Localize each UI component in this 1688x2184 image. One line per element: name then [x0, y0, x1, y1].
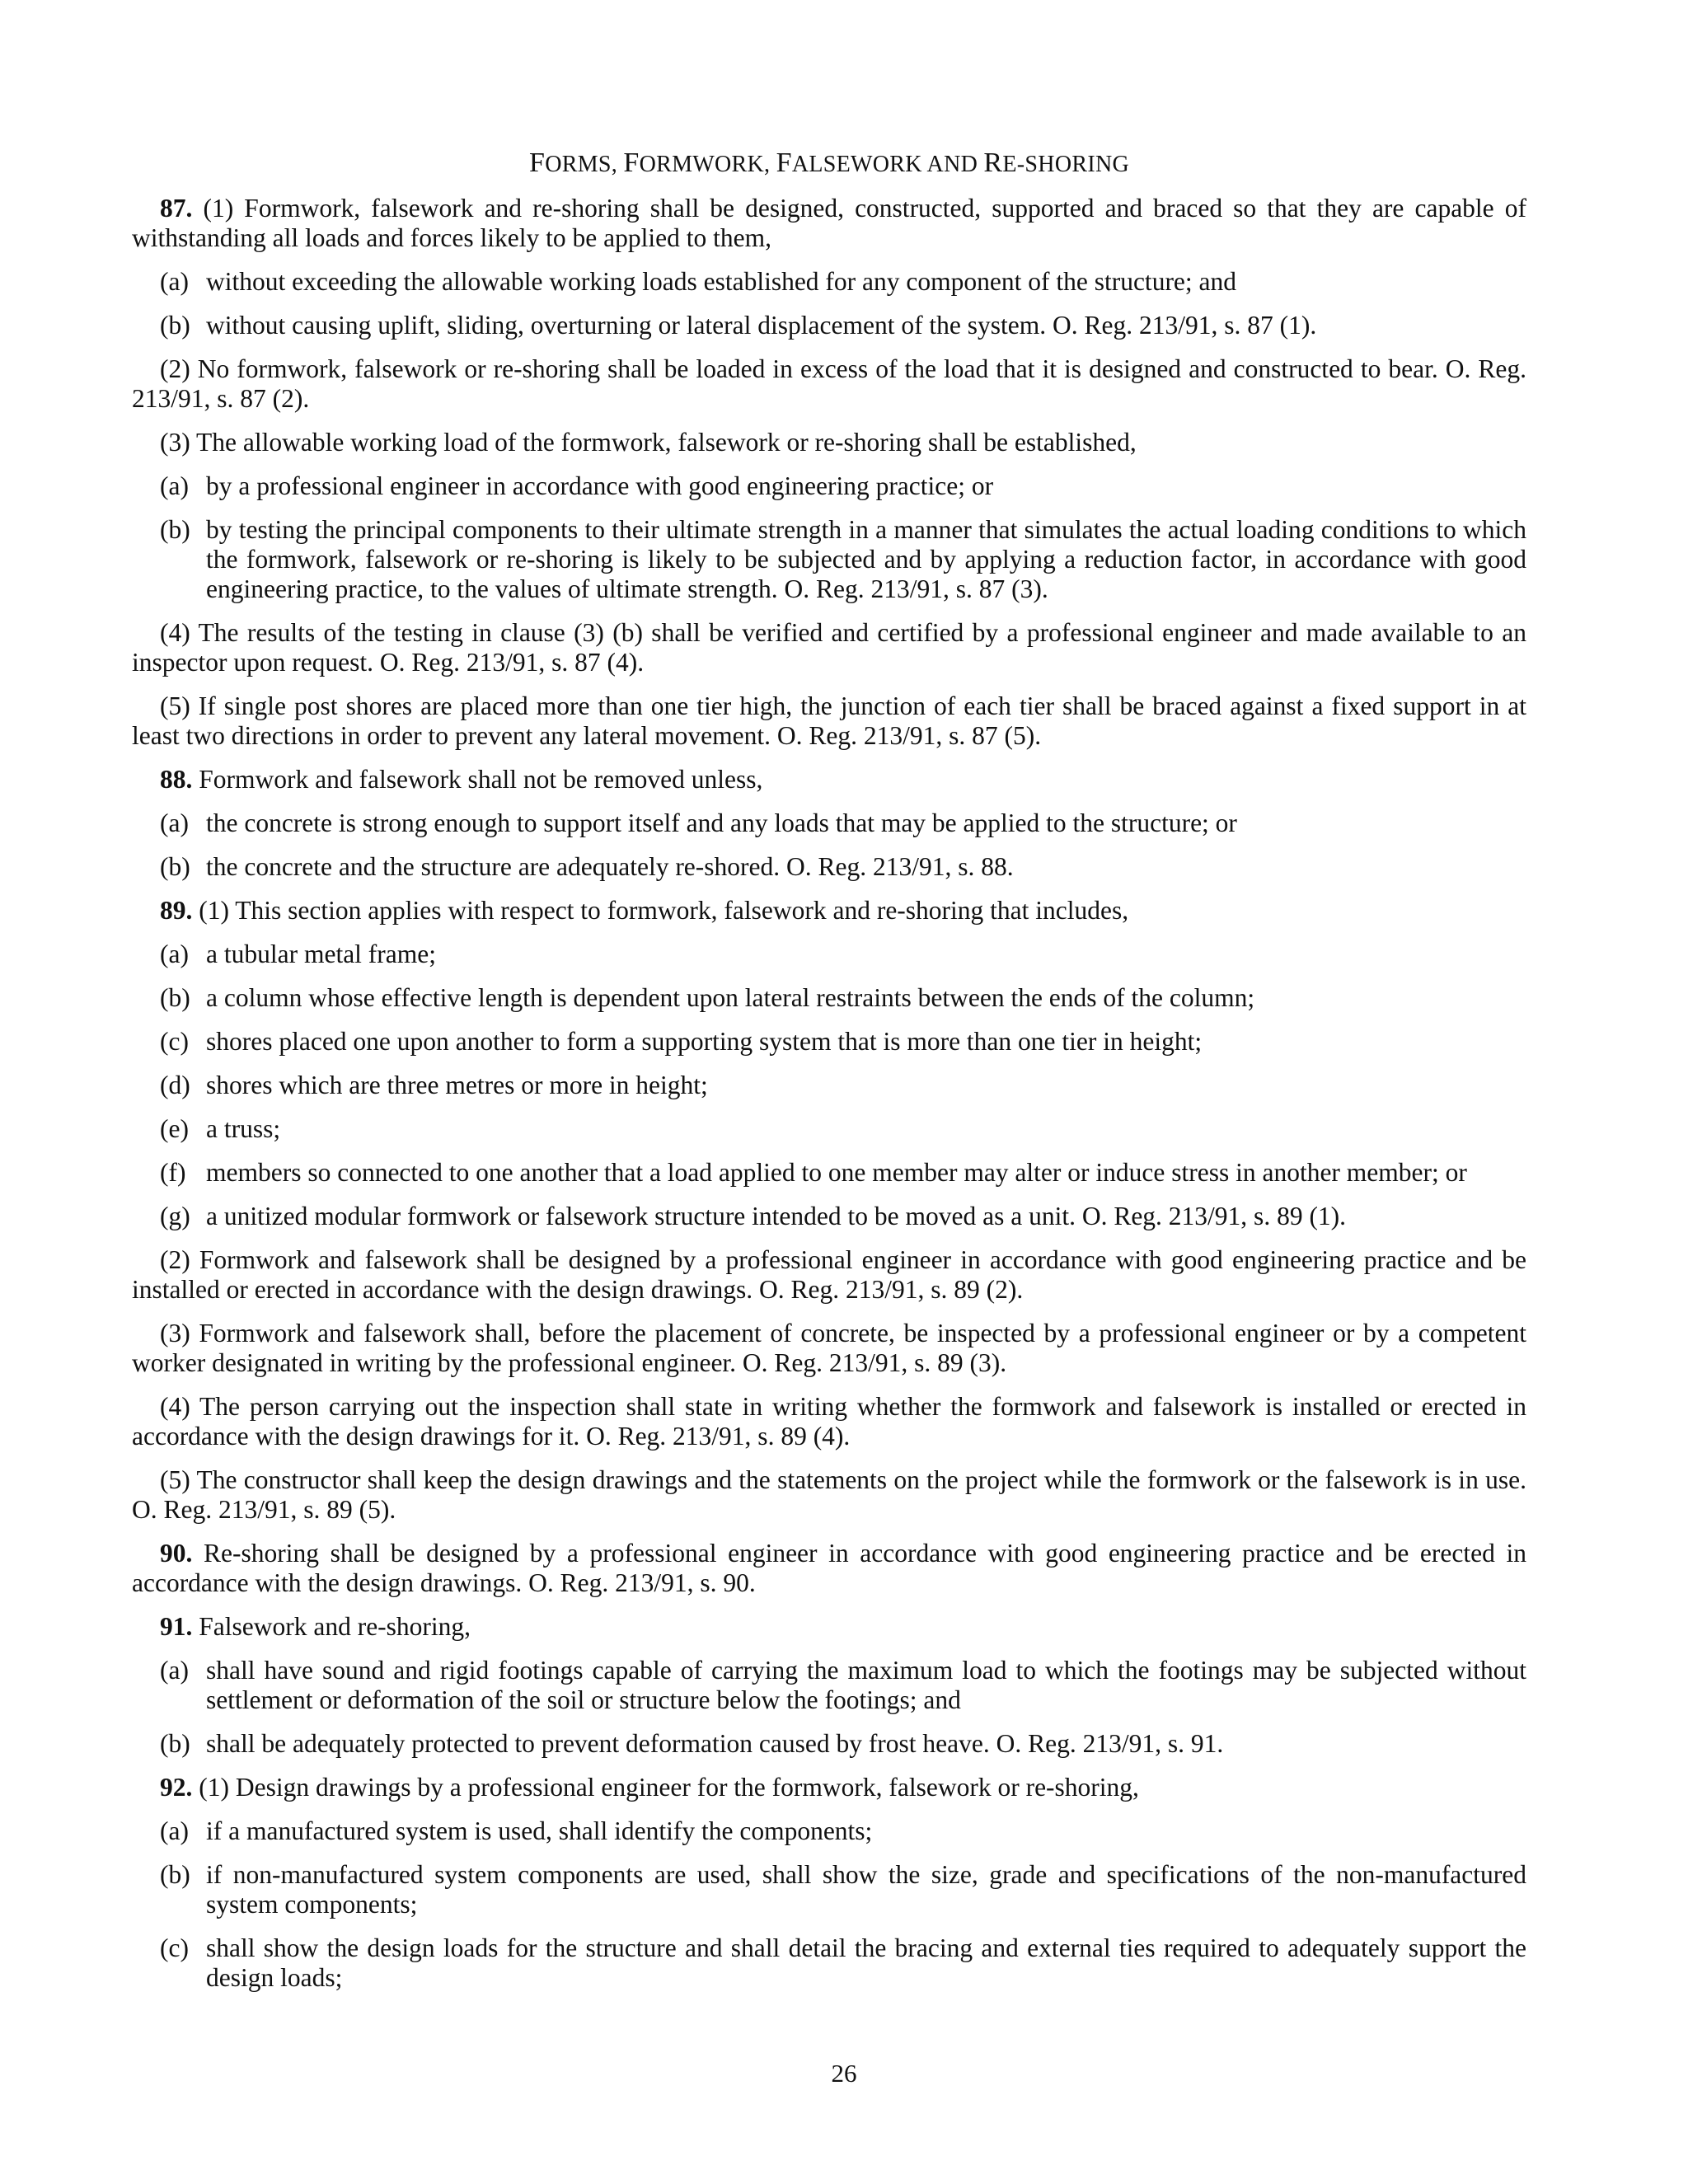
document-page: [132, 148, 1526, 1993]
section-88-clause-b: (b) the concrete and the structure are adequately re-shored. O. Reg. 213/91, s. 88.: [160, 852, 1014, 881]
section-87-1-clause-a: (a) without exceeding the allowable working loads established for any component of the structure; and: [160, 267, 1237, 296]
section-89-clause-b: (b) a column whose effective length is dependent upon lateral restraints between the ends of the column;: [160, 983, 1255, 1012]
section-92-clause-a: (a) if a manufactured system is used, shall identify the components;: [160, 1816, 873, 1845]
section-87-subsection-4: (4) The results of the testing in clause (3) (b) shall be verified and certified by a professional engineer and made available to an inspector upon request. O. Reg. 213/91, s. 87 (4).: [132, 618, 1526, 677]
section-87-subsection-1: 87. (1) Formwork, falsework and re-shoring shall be designed, constructed, supported and braced so that they are capable of withstanding all loads and forces likely to be applied to them,: [132, 194, 1527, 252]
section-87-3-clause-b: (b) by testing the principal components to their ultimate strength in a manner that simulates the actual loading conditions to which the formwork, falsework or re-shoring is likely to be subjected and by applying a reduction factor, in accordance with good engineering practice, to the values of ultimate strength. O. Reg. 213/91, s. 87 (3).: [160, 515, 1526, 603]
section-87-subsection-2: (2) No formwork, falsework or re-shoring shall be loaded in excess of the load that it is designed and constructed to bear. O. Reg. 213/91, s. 87 (2).: [132, 354, 1526, 413]
section-92-clause-c: (c) shall show the design loads for the structure and shall detail the bracing and external ties required to adequately support the design loads;: [160, 1933, 1526, 1992]
section-number: 87.: [160, 194, 193, 223]
section-87-subsection-5: (5) If single post shores are placed more than one tier high, the junction of each tier shall be braced against a fixed support in at least two directions in order to prevent any lateral movement. O. Reg. 213/91, s. 87 (5).: [132, 691, 1526, 750]
page-number: 26: [831, 2059, 857, 2088]
section-92-clause-b: (b) if non-manufactured system components are used, shall show the size, grade and specifications of the non-manufactured system components;: [160, 1860, 1526, 1919]
section-92-subsection-1: 92. (1) Design drawings by a professional engineer for the formwork, falsework or re-shoring,: [160, 1773, 1139, 1802]
section-89-subsection-1: 89. (1) This section applies with respect to formwork, falsework and re-shoring that includes,: [160, 896, 1129, 925]
section-89-clause-g: (g) a unitized modular formwork or falsework structure intended to be moved as a unit. O. Reg. 213/91, s. 89 (1).: [160, 1202, 1347, 1230]
section-heading: FORMS, FORMWORK, FALSEWORK AND RE-SHORING: [528, 148, 1129, 178]
section-89-clause-e: (e) a truss;: [160, 1114, 281, 1143]
section-89-subsection-3: (3) Formwork and falsework shall, before the placement of concrete, be inspected by a professional engineer or by a competent worker designated in writing by the professional engineer. O. Reg. 213/91, s. 89 (3).: [132, 1319, 1526, 1377]
section-number: 88.: [160, 765, 193, 794]
section-91-intro: 91. Falsework and re-shoring,: [160, 1612, 471, 1641]
section-89-clause-a: (a) a tubular metal frame;: [160, 940, 436, 968]
section-87-1-clause-b: (b) without causing uplift, sliding, overturning or lateral displacement of the system. O. Reg. 213/91, s. 87 (1).: [160, 311, 1317, 340]
section-91-clause-a: (a) shall have sound and rigid footings capable of carrying the maximum load to which the footings may be subjected without settlement or deformation of the soil or structure below the footings; and: [160, 1656, 1526, 1714]
section-87-3-clause-a: (a) by a professional engineer in accordance with good engineering practice; or: [160, 471, 994, 500]
section-89-clause-c: (c) shores placed one upon another to form a supporting system that is more than one tier in height;: [160, 1027, 1203, 1056]
section-91-clause-b: (b) shall be adequately protected to prevent deformation caused by frost heave. O. Reg. 213/91, s. 91.: [160, 1729, 1224, 1758]
section-89-clause-f: (f) members so connected to one another that a load applied to one member may alter or induce stress in another member; or: [160, 1158, 1467, 1187]
section-89-subsection-2: (2) Formwork and falsework shall be designed by a professional engineer in accordance with good engineering practice and be installed or erected in accordance with the design drawings. O. Reg. 213/91, s. 89 (2).: [132, 1245, 1526, 1304]
section-88-clause-a: (a) the concrete is strong enough to support itself and any loads that may be applied to the structure; or: [160, 808, 1237, 837]
section-number: 92.: [160, 1773, 193, 1802]
section-number: 90.: [160, 1539, 193, 1568]
section-number: 89.: [160, 896, 193, 925]
section-87-subsection-3: (3) The allowable working load of the formwork, falsework or re-shoring shall be established,: [160, 428, 1137, 457]
section-89-subsection-4: (4) The person carrying out the inspection shall state in writing whether the formwork and falsework is installed or erected in accordance with the design drawings for it. O. Reg. 213/91, s. 89 (4).: [132, 1392, 1526, 1451]
section-number: 91.: [160, 1612, 193, 1641]
section-89-clause-d: (d) shores which are three metres or more in height;: [160, 1071, 708, 1099]
section-89-subsection-5: (5) The constructor shall keep the design drawings and the statements on the project while the formwork or the falsework is in use. O. Reg. 213/91, s. 89 (5).: [132, 1465, 1526, 1524]
section-88-intro: 88. Formwork and falsework shall not be removed unless,: [160, 765, 763, 794]
section-90: 90. Re-shoring shall be designed by a professional engineer in accordance with good engineering practice and be erected in accordance with the design drawings. O. Reg. 213/91, s. 90.: [132, 1539, 1526, 1597]
